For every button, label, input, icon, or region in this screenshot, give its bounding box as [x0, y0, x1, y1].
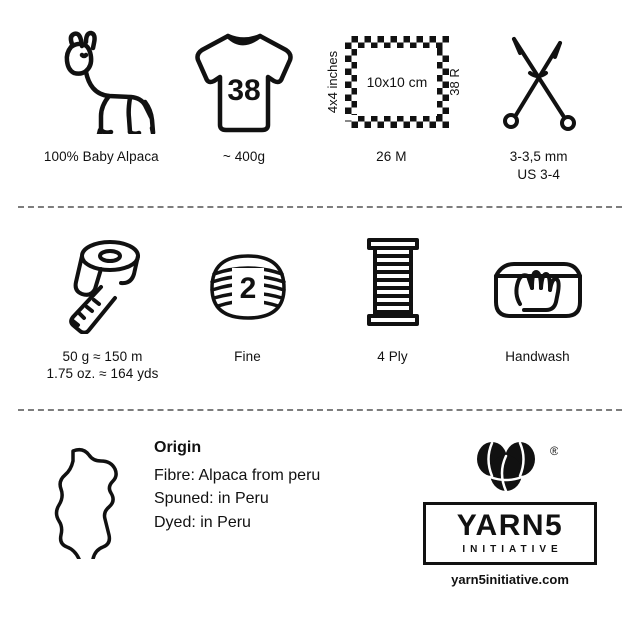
spec-caption-weight: ~ 400g	[222, 149, 266, 164]
sweater-icon	[184, 26, 304, 138]
spec-caption-care: Handwash	[505, 348, 570, 364]
origin-line-fibre: Fibre: Alpaca from peru	[154, 467, 321, 485]
yarn-spool-icon	[341, 226, 445, 338]
origin-row	[14, 411, 626, 587]
spec-cell-ply	[320, 226, 465, 366]
needle-size-us: US 3-4	[517, 166, 560, 182]
yarn-ball-icon	[192, 226, 304, 338]
spec-caption-weight-class: Fine	[234, 348, 261, 364]
origin-line-spun: Spuned: in Peru	[154, 490, 269, 508]
spec-cell-gauge	[315, 26, 467, 166]
spec-cell-fibre	[30, 26, 173, 166]
yarn-balls-logo-icon	[462, 439, 558, 500]
gauge-right-label: 38 R	[447, 68, 463, 96]
origin-text-block	[150, 437, 410, 534]
sweater-size-value: 38	[227, 74, 261, 107]
gauge-center-label: 10x10 cm	[366, 74, 428, 90]
brand-block	[410, 437, 610, 587]
handwash-icon	[480, 226, 596, 338]
origin-line-dyed: Dyed: in Peru	[154, 513, 251, 531]
length-imperial: 1.75 oz. ≈ 164 yds	[46, 366, 159, 382]
knitting-needles-icon	[484, 26, 594, 138]
registered-mark: ®	[550, 444, 558, 459]
tape-measure-icon	[44, 226, 162, 338]
spec-caption-length	[46, 348, 158, 384]
spec-cell-care	[465, 226, 610, 366]
needle-size-metric: 3-3,5 mm	[509, 149, 568, 164]
brand-url[interactable]: yarn5initiative.com	[451, 572, 569, 588]
yarn-weight-number: 2	[239, 271, 256, 305]
alpaca-icon	[42, 26, 160, 138]
gauge-left-label: 4x4 inches	[325, 50, 341, 114]
gauge-swatch-icon	[315, 26, 467, 138]
brand-subtitle: INITIATIVE	[462, 544, 563, 556]
peru-map-icon	[30, 437, 150, 559]
origin-title: Origin	[154, 439, 202, 457]
spec-row-primary	[14, 0, 626, 184]
spec-cell-length	[30, 226, 175, 384]
brand-name: YARN5	[456, 509, 564, 543]
spec-caption-gauge: 26 M	[376, 149, 407, 164]
spec-caption-fibre: 100% Baby Alpaca	[43, 149, 159, 164]
spec-row-secondary	[14, 208, 626, 384]
spec-cell-weight	[173, 26, 316, 166]
brand-logo-box	[423, 502, 597, 565]
spec-caption-needles	[510, 148, 568, 184]
spec-caption-ply: 4 Ply	[377, 348, 408, 364]
length-metric: 50 g ≈ 150 m	[62, 348, 143, 364]
spec-cell-needles	[467, 26, 610, 184]
spec-cell-weight-class	[175, 226, 320, 366]
